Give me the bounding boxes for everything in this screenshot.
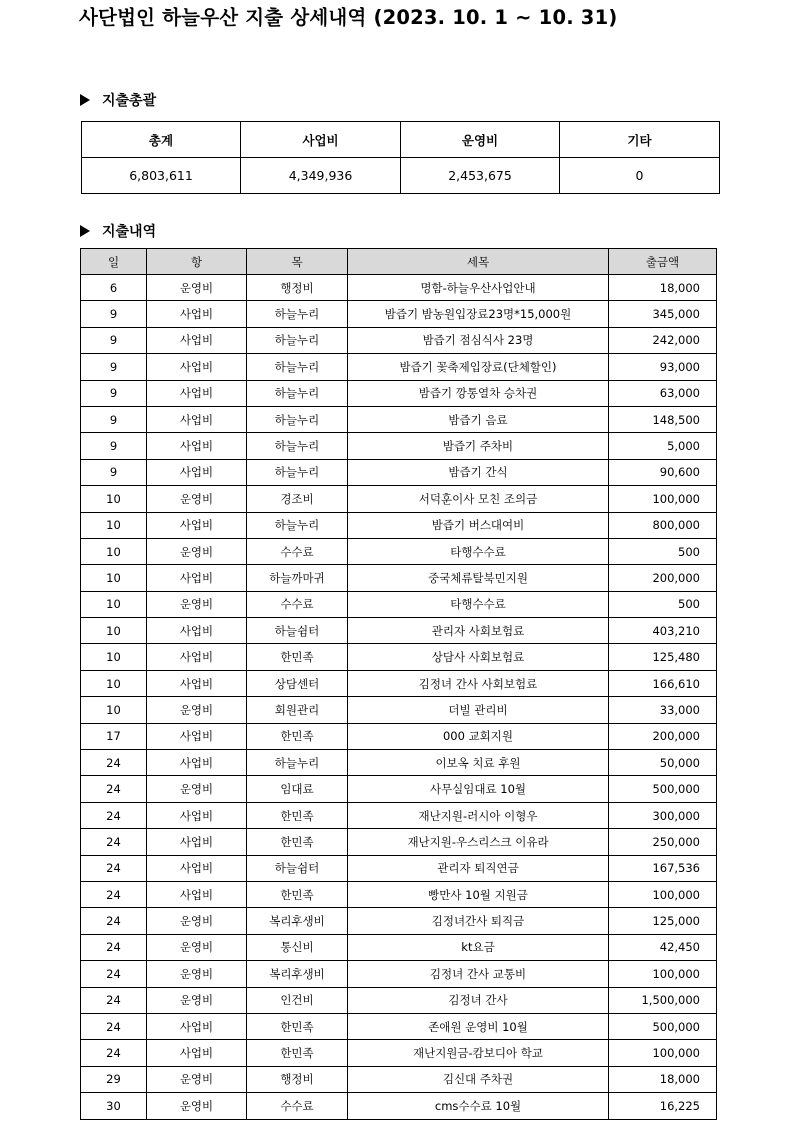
- detail-cell-category: 운영비: [147, 486, 247, 512]
- detail-cell-amount: 242,000: [609, 327, 717, 353]
- detail-cell-item: 수수료: [247, 538, 348, 564]
- table-row: [81, 327, 717, 353]
- triangle-bullet-icon: [80, 225, 90, 237]
- detail-cell-amount: 33,000: [609, 697, 717, 723]
- detail-cell-day: 24: [81, 881, 147, 907]
- detail-cell-item: 하늘누리: [247, 380, 348, 406]
- detail-cell-item: 행정비: [247, 275, 348, 301]
- detail-cell-description: 관리자 퇴직연금: [348, 855, 609, 881]
- detail-cell-day: 24: [81, 1040, 147, 1066]
- detail-cell-category: 사업비: [147, 433, 247, 459]
- table-row: [81, 275, 717, 301]
- table-row: [81, 459, 717, 485]
- detail-cell-category: 사업비: [147, 750, 247, 776]
- detail-cell-description: 재난지원-우스리스크 이유라: [348, 829, 609, 855]
- detail-cell-description: 밤즙기 음료: [348, 406, 609, 432]
- detail-cell-description: 밤즙기 주차비: [348, 433, 609, 459]
- table-row: [81, 433, 717, 459]
- detail-cell-item: 복리후생비: [247, 961, 348, 987]
- detail-table-body: [81, 275, 717, 1120]
- detail-cell-day: 29: [81, 1066, 147, 1092]
- detail-cell-day: 10: [81, 486, 147, 512]
- detail-cell-category: 사업비: [147, 881, 247, 907]
- detail-cell-amount: 200,000: [609, 723, 717, 749]
- detail-cell-description: 김정녀 간사 사회보험료: [348, 670, 609, 696]
- table-row: [81, 644, 717, 670]
- detail-header-amount: 출금액: [609, 249, 717, 275]
- detail-cell-amount: 18,000: [609, 275, 717, 301]
- detail-cell-item: 회원관리: [247, 697, 348, 723]
- summary-header-row: [82, 122, 720, 158]
- detail-cell-description: cms수수료 10월: [348, 1093, 609, 1119]
- detail-cell-description: 밤즙기 꽃축제입장료(단체할인): [348, 354, 609, 380]
- detail-cell-amount: 5,000: [609, 433, 717, 459]
- summary-header-other: 기타: [560, 122, 720, 158]
- detail-cell-day: 24: [81, 908, 147, 934]
- detail-cell-category: 사업비: [147, 723, 247, 749]
- detail-cell-item: 임대료: [247, 776, 348, 802]
- detail-cell-amount: 167,536: [609, 855, 717, 881]
- detail-cell-description: 재난지원-러시아 이형우: [348, 802, 609, 828]
- table-row: [81, 591, 717, 617]
- detail-cell-amount: 100,000: [609, 1040, 717, 1066]
- detail-cell-category: 운영비: [147, 1093, 247, 1119]
- table-row: [81, 512, 717, 538]
- detail-cell-item: 하늘쉼터: [247, 855, 348, 881]
- detail-cell-category: 사업비: [147, 301, 247, 327]
- detail-cell-amount: 18,000: [609, 1066, 717, 1092]
- detail-cell-amount: 100,000: [609, 961, 717, 987]
- detail-cell-day: 24: [81, 855, 147, 881]
- detail-table: [80, 248, 717, 1120]
- detail-cell-day: 10: [81, 618, 147, 644]
- detail-cell-amount: 90,600: [609, 459, 717, 485]
- detail-cell-category: 사업비: [147, 829, 247, 855]
- table-row: [81, 908, 717, 934]
- detail-cell-category: 운영비: [147, 908, 247, 934]
- detail-cell-category: 사업비: [147, 855, 247, 881]
- detail-cell-item: 하늘쉼터: [247, 618, 348, 644]
- detail-cell-item: 한민족: [247, 802, 348, 828]
- detail-cell-category: 사업비: [147, 618, 247, 644]
- detail-cell-item: 한민족: [247, 644, 348, 670]
- detail-cell-category: 사업비: [147, 565, 247, 591]
- detail-cell-category: 사업비: [147, 459, 247, 485]
- table-row: [81, 538, 717, 564]
- detail-cell-category: 사업비: [147, 1040, 247, 1066]
- detail-cell-amount: 100,000: [609, 486, 717, 512]
- detail-cell-description: 재난지원금-캄보디아 학교: [348, 1040, 609, 1066]
- detail-cell-day: 24: [81, 987, 147, 1013]
- detail-cell-amount: 500: [609, 538, 717, 564]
- detail-cell-description: 김신대 주차권: [348, 1066, 609, 1092]
- table-row: [81, 354, 717, 380]
- detail-cell-day: 24: [81, 750, 147, 776]
- detail-cell-description: 김정녀간사 퇴직금: [348, 908, 609, 934]
- detail-cell-item: 통신비: [247, 934, 348, 960]
- summary-section-heading: [80, 90, 156, 110]
- detail-cell-category: 사업비: [147, 802, 247, 828]
- detail-cell-item: 한민족: [247, 1013, 348, 1039]
- table-row: [81, 380, 717, 406]
- detail-cell-item: 하늘누리: [247, 433, 348, 459]
- summary-header-operating: 운영비: [401, 122, 560, 158]
- detail-cell-amount: 42,450: [609, 934, 717, 960]
- detail-cell-description: 김정녀 간사: [348, 987, 609, 1013]
- detail-cell-amount: 1,500,000: [609, 987, 717, 1013]
- summary-header-total: 총계: [82, 122, 241, 158]
- detail-cell-description: 상담사 사회보험료: [348, 644, 609, 670]
- detail-header-item: 목: [247, 249, 348, 275]
- triangle-bullet-icon: [80, 94, 90, 106]
- detail-cell-description: 존애원 운영비 10월: [348, 1013, 609, 1039]
- detail-cell-day: 6: [81, 275, 147, 301]
- table-row: [81, 1093, 717, 1119]
- summary-value-business: 4,349,936: [241, 158, 401, 194]
- detail-cell-day: 10: [81, 565, 147, 591]
- detail-cell-description: 중국체류탈북민지원: [348, 565, 609, 591]
- detail-cell-description: 명함-하늘우산사업안내: [348, 275, 609, 301]
- detail-cell-amount: 166,610: [609, 670, 717, 696]
- detail-cell-amount: 403,210: [609, 618, 717, 644]
- detail-cell-amount: 500: [609, 591, 717, 617]
- detail-cell-category: 사업비: [147, 380, 247, 406]
- detail-cell-description: 이보옥 치료 후원: [348, 750, 609, 776]
- detail-cell-item: 행정비: [247, 1066, 348, 1092]
- detail-cell-amount: 500,000: [609, 776, 717, 802]
- detail-cell-day: 9: [81, 380, 147, 406]
- table-row: [81, 670, 717, 696]
- detail-cell-description: 타행수수료: [348, 591, 609, 617]
- table-row: [81, 881, 717, 907]
- summary-value-other: 0: [560, 158, 720, 194]
- detail-cell-item: 상담센터: [247, 670, 348, 696]
- detail-cell-day: 10: [81, 538, 147, 564]
- detail-cell-category: 운영비: [147, 987, 247, 1013]
- detail-cell-description: 김정녀 간사 교통비: [348, 961, 609, 987]
- detail-cell-item: 수수료: [247, 591, 348, 617]
- detail-cell-item: 한민족: [247, 1040, 348, 1066]
- detail-cell-day: 30: [81, 1093, 147, 1119]
- detail-cell-item: 수수료: [247, 1093, 348, 1119]
- detail-cell-day: 9: [81, 327, 147, 353]
- detail-cell-day: 10: [81, 644, 147, 670]
- detail-heading-label: 지출내역: [102, 224, 157, 240]
- detail-cell-day: 9: [81, 406, 147, 432]
- detail-cell-day: 24: [81, 961, 147, 987]
- detail-cell-description: 밤즙기 간식: [348, 459, 609, 485]
- table-row: [81, 1013, 717, 1039]
- summary-value-total: 6,803,611: [82, 158, 241, 194]
- detail-cell-category: 운영비: [147, 275, 247, 301]
- detail-cell-description: 사무실임대료 10월: [348, 776, 609, 802]
- table-row: [81, 802, 717, 828]
- summary-value-row: [82, 158, 720, 194]
- detail-cell-day: 24: [81, 934, 147, 960]
- detail-cell-item: 하늘누리: [247, 327, 348, 353]
- table-row: [81, 987, 717, 1013]
- detail-cell-category: 운영비: [147, 591, 247, 617]
- detail-cell-day: 17: [81, 723, 147, 749]
- detail-cell-amount: 125,480: [609, 644, 717, 670]
- table-row: [81, 618, 717, 644]
- detail-cell-category: 운영비: [147, 697, 247, 723]
- detail-cell-amount: 50,000: [609, 750, 717, 776]
- detail-section-heading: [80, 221, 156, 241]
- table-row: [81, 486, 717, 512]
- detail-cell-item: 한민족: [247, 881, 348, 907]
- detail-cell-description: 빵만사 10월 지원금: [348, 881, 609, 907]
- detail-cell-amount: 500,000: [609, 1013, 717, 1039]
- detail-cell-description: 밤즙기 밤농원입장료23명*15,000원: [348, 301, 609, 327]
- detail-cell-description: 밤즙기 점심식사 23명: [348, 327, 609, 353]
- detail-cell-item: 하늘까마귀: [247, 565, 348, 591]
- detail-cell-item: 한민족: [247, 723, 348, 749]
- summary-heading-label: 지출총괄: [102, 93, 157, 109]
- detail-cell-description: 000 교회지원: [348, 723, 609, 749]
- table-row: [81, 750, 717, 776]
- detail-cell-amount: 16,225: [609, 1093, 717, 1119]
- page-title: 사단법인 하늘우산 지출 상세내역 (2023. 10. 1 ~ 10. 31): [79, 6, 618, 29]
- detail-cell-item: 하늘누리: [247, 301, 348, 327]
- detail-cell-category: 운영비: [147, 961, 247, 987]
- summary-header-business: 사업비: [241, 122, 401, 158]
- detail-cell-category: 사업비: [147, 644, 247, 670]
- summary-table: [81, 121, 720, 194]
- summary-value-operating: 2,453,675: [401, 158, 560, 194]
- table-row: [81, 961, 717, 987]
- detail-cell-category: 운영비: [147, 776, 247, 802]
- detail-header-day: 일: [81, 249, 147, 275]
- detail-cell-description: 밤즙기 버스대여비: [348, 512, 609, 538]
- table-row: [81, 301, 717, 327]
- detail-cell-description: 밤즙기 깡통열차 승차권: [348, 380, 609, 406]
- detail-cell-day: 9: [81, 433, 147, 459]
- detail-cell-category: 사업비: [147, 1013, 247, 1039]
- detail-cell-description: kt요금: [348, 934, 609, 960]
- detail-cell-day: 24: [81, 1013, 147, 1039]
- detail-header-category: 항: [147, 249, 247, 275]
- detail-cell-category: 운영비: [147, 538, 247, 564]
- detail-cell-day: 24: [81, 829, 147, 855]
- detail-cell-category: 사업비: [147, 327, 247, 353]
- detail-cell-amount: 200,000: [609, 565, 717, 591]
- detail-cell-category: 사업비: [147, 512, 247, 538]
- detail-cell-category: 사업비: [147, 670, 247, 696]
- table-row: [81, 565, 717, 591]
- table-row: [81, 723, 717, 749]
- detail-cell-amount: 100,000: [609, 881, 717, 907]
- detail-cell-day: 10: [81, 697, 147, 723]
- detail-cell-category: 사업비: [147, 406, 247, 432]
- detail-cell-item: 하늘누리: [247, 512, 348, 538]
- detail-cell-item: 하늘누리: [247, 406, 348, 432]
- table-row: [81, 1066, 717, 1092]
- detail-cell-item: 하늘누리: [247, 750, 348, 776]
- detail-cell-amount: 148,500: [609, 406, 717, 432]
- detail-cell-amount: 345,000: [609, 301, 717, 327]
- detail-cell-day: 10: [81, 512, 147, 538]
- detail-cell-item: 복리후생비: [247, 908, 348, 934]
- detail-cell-item: 인건비: [247, 987, 348, 1013]
- detail-cell-description: 더빌 관리비: [348, 697, 609, 723]
- detail-cell-day: 24: [81, 802, 147, 828]
- table-row: [81, 829, 717, 855]
- table-row: [81, 697, 717, 723]
- detail-cell-category: 사업비: [147, 354, 247, 380]
- detail-cell-amount: 63,000: [609, 380, 717, 406]
- table-row: [81, 776, 717, 802]
- detail-cell-description: 타행수수료: [348, 538, 609, 564]
- detail-cell-amount: 93,000: [609, 354, 717, 380]
- detail-cell-amount: 300,000: [609, 802, 717, 828]
- detail-cell-category: 운영비: [147, 1066, 247, 1092]
- detail-header-row: [81, 249, 717, 275]
- detail-cell-category: 운영비: [147, 934, 247, 960]
- detail-cell-day: 9: [81, 301, 147, 327]
- table-row: [81, 406, 717, 432]
- detail-cell-description: 서덕훈이사 모친 조의금: [348, 486, 609, 512]
- table-row: [81, 1040, 717, 1066]
- detail-cell-day: 9: [81, 354, 147, 380]
- detail-cell-item: 경조비: [247, 486, 348, 512]
- table-row: [81, 934, 717, 960]
- detail-cell-amount: 800,000: [609, 512, 717, 538]
- detail-cell-day: 10: [81, 670, 147, 696]
- detail-cell-item: 하늘누리: [247, 459, 348, 485]
- detail-cell-day: 24: [81, 776, 147, 802]
- detail-header-description: 세목: [348, 249, 609, 275]
- table-row: [81, 855, 717, 881]
- detail-cell-amount: 125,000: [609, 908, 717, 934]
- detail-cell-item: 하늘누리: [247, 354, 348, 380]
- detail-cell-description: 관리자 사회보험료: [348, 618, 609, 644]
- detail-cell-day: 9: [81, 459, 147, 485]
- detail-cell-item: 한민족: [247, 829, 348, 855]
- detail-cell-day: 10: [81, 591, 147, 617]
- detail-cell-amount: 250,000: [609, 829, 717, 855]
